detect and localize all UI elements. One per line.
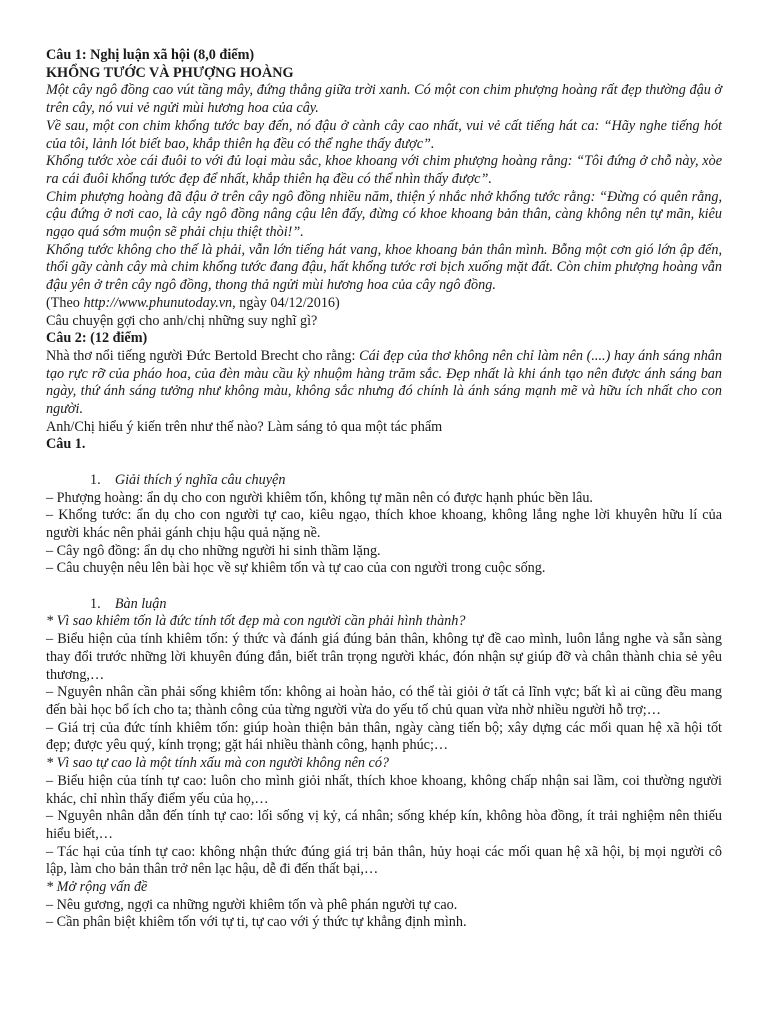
document-body: [46, 47, 722, 932]
story-paragraph: Một cây ngô đồng cao vút tầng mây, đứng thẳng giữa trời xanh. Có một con chim phượng hoàng rất đẹp thường đậu ở trên cây, nó vui vẻ ngửi mùi hương hoa của cây.: [46, 82, 722, 117]
section-1-line: – Phượng hoàng: ẩn dụ cho con người khiêm tốn, không tự mãn nên có được hạnh phúc bền lâu.: [46, 489, 593, 506]
question-2-statement: [46, 348, 722, 419]
humility-line: – Biểu hiện của tính khiêm tốn: ý thức và đánh giá đúng bản thân, không tự đề cao mình, luôn lắng nghe và sẵn sàng thay đổi trước những lời khuyên đúng đắn, biết trân trọng người khác, đón nhận sự giúp đỡ và chân thành chia sẻ yêu thương,…: [46, 631, 722, 683]
question-2-quote: Cái đẹp của thơ không nên chỉ làm nên (....) hay ánh sáng nhân tạo rực rỡ của pháo hoa, của đèn màu cầu kỳ nhuộm hàng trăm sắc. Đẹp nhất là khi ánh tạo nên được ánh sáng ban ngày, thứ ánh sáng tưởng như không màu, không sắc nhưng đó chính là ánh sáng mạnh mẽ và hữu ích nhất cho con người.: [46, 347, 722, 418]
story-paragraph: Chim phượng hoàng đã đậu ở trên cây ngô đồng nhiều năm, thiện ý nhắc nhở khổng tước rằng: “Đừng có quên rằng, cậu đứng ở nơi cao, là cây ngô đồng nâng cậu lên đấy, đừng có khoe khoang bản thân, càng không nên tự mãn, kiêu ngạo quá sớm muộn sẽ phải chịu thiệt thòi!”.: [46, 188, 722, 241]
section-1-line: – Câu chuyện nêu lên bài học về sự khiêm tốn và tự cao của con người trong cuộc sống.: [46, 560, 546, 577]
arrogance-line: – Biểu hiện của tính tự cao: luôn cho mình giỏi nhất, thích khoe khoang, không chấp nhận sai lầm, coi thường người khác, chỉ nhìn thấy điểm yếu của họ,…: [46, 772, 722, 807]
section-1-number: 1.: [90, 471, 101, 488]
story-paragraph: Về sau, một con chim khổng tước bay đến, nó đậu ở cành cây cao nhất, vui vẻ cất tiếng hát ca: “Hãy nghe tiếng hót của tôi, lảnh lót biết bao, khắp thiên hạ đều có thể nghe thấy được”.: [46, 117, 722, 152]
question-2-intro: Nhà thơ nổi tiếng người Đức Bertold Brecht cho rằng:: [46, 347, 360, 364]
subheading-extension: * Mở rộng vấn đề: [46, 879, 148, 896]
section-1-title: [46, 472, 722, 490]
source-prefix: (Theo: [46, 294, 84, 311]
section-2-title: [46, 596, 722, 614]
section-2-title-text: Bàn luận: [114, 595, 167, 612]
story-source: [46, 295, 722, 313]
arrogance-line: – Nguyên nhân dẫn đến tính tự cao: lối sống vị kỷ, cá nhân; sống khép kín, không hòa đồng, ít trải nghiệm nên thiếu hiểu biết,…: [46, 808, 722, 842]
subheading-arrogance: * Vì sao tự cao là một tính xấu mà con người không nên có?: [46, 755, 390, 772]
humility-line: – Nguyên nhân cần phải sống khiêm tốn: không ai hoàn hảo, có thể tài giỏi ở tất cả lĩnh vực; bất kì ai cũng đều mang đến bài học bổ ích cho ta; thành công của từng người vừa do yếu tố chủ quan vừa nhờ nhiều người hỗ trợ;…: [46, 684, 722, 718]
section-2-number: 1.: [90, 595, 101, 612]
section-1-line: – Khổng tước: ẩn dụ cho con người tự cao, kiêu ngạo, thích khoe khoang, không lắng nghe lời khuyên hữu lí của người khác nên phải gánh chịu hậu quả nặng nề.: [46, 507, 722, 541]
source-suffix: , ngày 04/12/2016): [232, 294, 340, 311]
spacer: [46, 454, 722, 472]
subheading-humility: * Vì sao khiêm tốn là đức tính tốt đẹp mà con người cần phải hình thành?: [46, 613, 466, 630]
story-paragraph: Khổng tước không cho thế là phải, vẫn lớn tiếng hát vang, khoe khoang bản thân mình. Bỗng một cơn gió lớn ập đến, thổi gãy cành cây mà chim khổng tước đang đậu, hất khổng tước rơi bịch xuống mặt đất. Còn chim phượng hoàng vẫn đậu yên ở trên cây ngô đồng, thong thả ngửi mùi hương hoa của cây ngô đồng.: [46, 241, 722, 294]
extension-line: – Cần phân biệt khiêm tốn với tự ti, tự cao với ý thức tự khẳng định mình.: [46, 914, 467, 931]
arrogance-line: – Tác hại của tính tự cao: không nhận thức đúng giá trị bản thân, hủy hoại các mối quan hệ xã hội, bị mọi người cô lập, làm cho bản thân trở nên lạc hậu, dễ đi đến thất bại,…: [46, 843, 722, 878]
story-title: KHỔNG TƯỚC VÀ PHƯỢNG HOÀNG: [46, 64, 294, 81]
section-1-line: – Cây ngô đồng: ẩn dụ cho những người hi sinh thầm lặng.: [46, 542, 381, 559]
question-1-heading: Câu 1: Nghị luận xã hội (8,0 điểm): [46, 47, 255, 63]
question-2-task: Anh/Chị hiểu ý kiến trên như thế nào? Làm sáng tỏ qua một tác phẩm: [46, 418, 443, 435]
answer-heading: Câu 1.: [46, 436, 86, 453]
story-paragraph: Khổng tước xòe cái đuôi to với đủ loại màu sắc, khoe khoang với chim phượng hoàng rằng: “Tôi đứng ở chỗ này, xòe ra cái đuôi khổng tước đẹp để nhất, khắp thiên hạ đều có thể nhìn thấy được”.: [46, 153, 722, 187]
question-2-heading: Câu 2: (12 điểm): [46, 330, 148, 347]
source-link[interactable]: http://www.phunutoday.vn: [83, 294, 233, 311]
spacer: [46, 578, 722, 596]
extension-line: – Nêu gương, ngợi ca những người khiêm tốn và phê phán người tự cao.: [46, 896, 458, 913]
section-1-title-text: Giải thích ý nghĩa câu chuyện: [114, 471, 286, 488]
question-1-prompt: Câu chuyện gợi cho anh/chị những suy nghĩ gì?: [46, 312, 318, 329]
humility-line: – Giá trị của đức tính khiêm tốn: giúp hoàn thiện bản thân, ngày càng tiến bộ; xây dựng các mối quan hệ xã hội tốt đẹp; được yêu quý, kính trọng; gặt hái nhiều thành công, hạnh phúc;…: [46, 719, 722, 754]
